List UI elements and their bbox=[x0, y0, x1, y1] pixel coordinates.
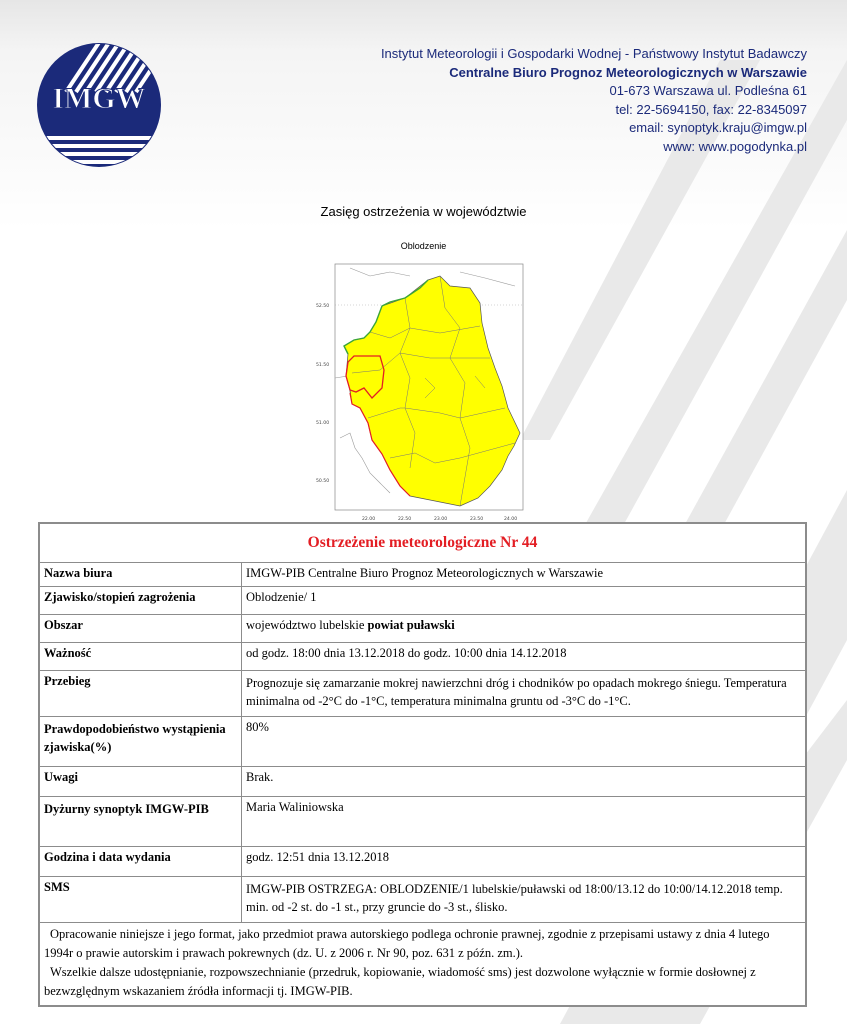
imgw-logo bbox=[36, 42, 162, 168]
table-row bbox=[39, 671, 806, 717]
table-row bbox=[39, 847, 806, 877]
row-value: IMGW-PIB OSTRZEGA: OBLODZENIE/1 lubelskie/puławski od 18:00/13.12 do 10:00/14.12.2018 temp. min. od -2 st. do -1 st., przy gruncie do -3 st., ślisko. bbox=[242, 877, 807, 923]
copyright-notice bbox=[39, 923, 806, 1007]
x-tick-1: 22.00 bbox=[362, 517, 376, 522]
row-label: Dyżurny synoptyk IMGW-PIB bbox=[39, 797, 242, 847]
warning-map bbox=[310, 258, 532, 524]
row-label: Prawdopodobieństwo wystąpienia zjawiska(%) bbox=[39, 717, 242, 767]
row-value: Prognozuje się zamarzanie mokrej nawierzchni dróg i chodników po opadach mokrego śniegu. Temperatura minimalna od -2°C do -1°C, temperatura minimalna gruntu od -3°C do -1°C. bbox=[242, 671, 807, 717]
row-value bbox=[242, 615, 807, 643]
table-row bbox=[39, 717, 806, 767]
area-district: powiat puławski bbox=[367, 618, 455, 632]
table-row bbox=[39, 563, 806, 587]
email: email: synoptyk.kraju@imgw.pl bbox=[629, 120, 807, 135]
header-info bbox=[381, 45, 807, 156]
y-tick-3: 51.00 bbox=[316, 421, 330, 426]
table-row bbox=[39, 643, 806, 671]
row-value: Oblodzenie/ 1 bbox=[242, 587, 807, 615]
copyright-line-1: Opracowanie niniejsze i jego format, jako przedmiot prawa autorskiego podlega ochronie prawnej, zgodnie z przepisami ustawy z dnia 4 lutego 1994r o prawie autorskim i prawach pokrewnych (dz. U. z 2006 r. Nr 90, poz. 631 z późn. zm.). bbox=[44, 927, 770, 960]
y-tick-2: 51.50 bbox=[316, 363, 330, 368]
table-row bbox=[39, 877, 806, 923]
row-label: Nazwa biura bbox=[39, 563, 242, 587]
table-row bbox=[39, 615, 806, 643]
row-value: IMGW-PIB Centralne Biuro Prognoz Meteorologicznych w Warszawie bbox=[242, 563, 807, 587]
table-row bbox=[39, 797, 806, 847]
row-value: godz. 12:51 dnia 13.12.2018 bbox=[242, 847, 807, 877]
row-label: Ważność bbox=[39, 643, 242, 671]
logo-lettering: IMGW bbox=[52, 82, 146, 115]
row-label: Przebieg bbox=[39, 671, 242, 717]
row-value: od godz. 18:00 dnia 13.12.2018 do godz. 10:00 dnia 14.12.2018 bbox=[242, 643, 807, 671]
row-label: Zjawisko/stopień zagrożenia bbox=[39, 587, 242, 615]
row-value: Brak. bbox=[242, 767, 807, 797]
warning-title: Ostrzeżenie meteorologiczne Nr 44 bbox=[39, 523, 806, 563]
x-tick-5: 24.00 bbox=[504, 517, 518, 522]
map-title: Zasięg ostrzeżenia w województwie bbox=[320, 204, 527, 219]
office-name: Centralne Biuro Prognoz Meteorologicznych w Warszawie bbox=[449, 64, 807, 80]
y-tick-4: 50.50 bbox=[316, 479, 330, 484]
x-tick-2: 22.50 bbox=[398, 517, 412, 522]
row-label: SMS bbox=[39, 877, 242, 923]
address: 01-673 Warszawa ul. Podleśna 61 bbox=[609, 83, 807, 98]
y-tick-1: 52.50 bbox=[316, 304, 330, 309]
area-province: województwo lubelskie bbox=[246, 618, 365, 632]
copyright-line-2: Wszelkie dalsze udostępnianie, rozpowszechnianie (przedruk, kopiowanie, wiadomość sms) jest dozwolone wyłącznie w formie dosłownej z bezwzględnym wskazaniem źródła informacji tj. IMGW-PIB. bbox=[44, 965, 756, 998]
x-tick-4: 23.50 bbox=[470, 517, 484, 522]
table-row bbox=[39, 767, 806, 797]
institute-name: Instytut Meteorologii i Gospodarki Wodnej - Państwowy Instytut Badawczy bbox=[380, 46, 807, 61]
row-label: Uwagi bbox=[39, 767, 242, 797]
table-row bbox=[39, 587, 806, 615]
row-label: Obszar bbox=[39, 615, 242, 643]
x-tick-3: 23.00 bbox=[434, 517, 448, 522]
map-subtitle: Oblodzenie bbox=[400, 241, 447, 251]
row-label: Godzina i data wydania bbox=[39, 847, 242, 877]
phone-fax: tel: 22-5694150, fax: 22-8345097 bbox=[615, 101, 807, 117]
website: www: www.pogodynka.pl bbox=[663, 138, 807, 154]
warning-table bbox=[38, 522, 807, 1007]
row-value: Maria Waliniowska bbox=[242, 797, 807, 847]
row-value: 80% bbox=[242, 717, 807, 767]
